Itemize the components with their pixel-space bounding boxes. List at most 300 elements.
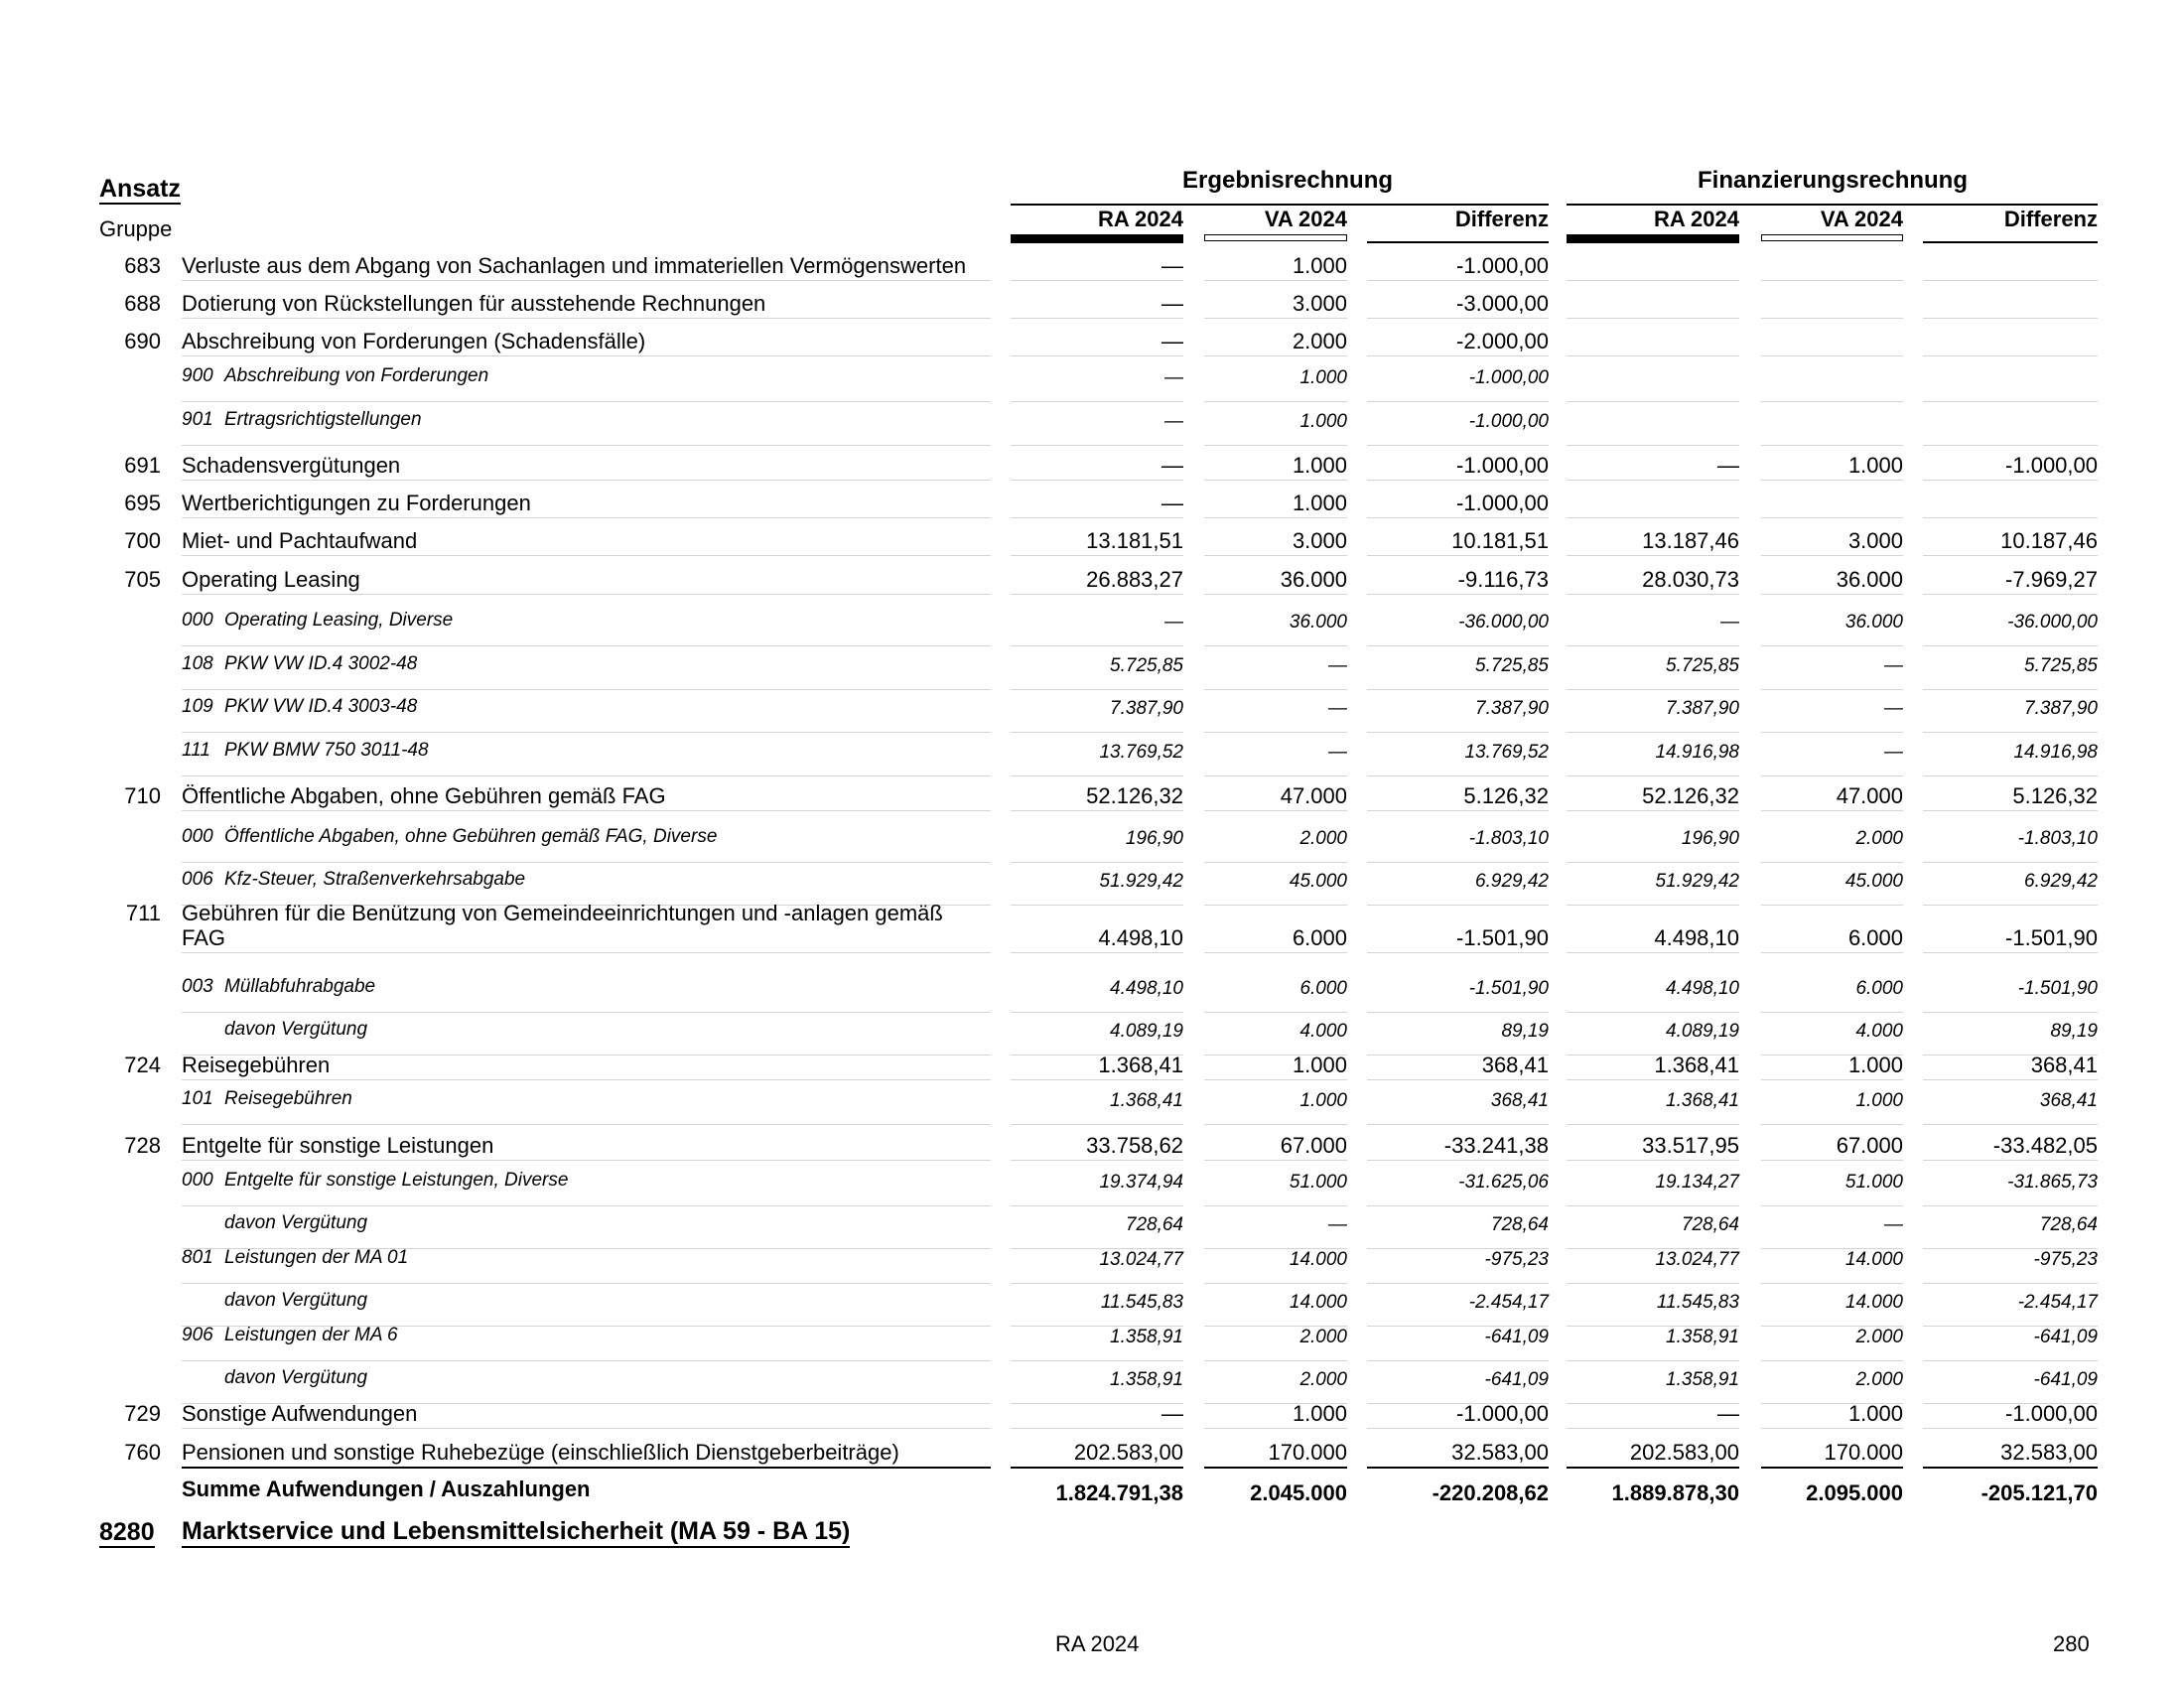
ra-column-marker bbox=[1567, 234, 1739, 243]
value-cell: 26.883,27 bbox=[1086, 567, 1183, 592]
value-cell: — bbox=[1328, 655, 1347, 676]
value-cell: 4.498,10 bbox=[1098, 925, 1183, 950]
cell-rule bbox=[1367, 1360, 1549, 1361]
value-cell: 2.000 bbox=[1855, 828, 1903, 849]
row-label: Kfz-Steuer, Straßenverkehrsabgabe bbox=[224, 869, 526, 890]
sub-code: 901 bbox=[182, 409, 213, 430]
value-cell: 32.583,00 bbox=[2000, 1440, 2098, 1465]
ansatz-heading: Ansatz bbox=[99, 175, 181, 203]
section-title: Marktservice und Lebensmittelsicherheit (MA 59 - BA 15) bbox=[182, 1516, 850, 1548]
value-cell: — bbox=[1161, 491, 1183, 515]
value-cell: 2.000 bbox=[1299, 1369, 1347, 1390]
cell-rule bbox=[1923, 775, 2098, 776]
table-row bbox=[0, 409, 2184, 452]
cell-rule bbox=[1761, 1079, 1903, 1080]
ansatz-code: 724 bbox=[124, 1053, 161, 1077]
cell-rule bbox=[1367, 280, 1549, 281]
value-cell: 202.583,00 bbox=[1073, 1440, 1183, 1465]
value-cell: 7.387,90 bbox=[2024, 698, 2098, 719]
table-row bbox=[0, 783, 2184, 821]
cell-rule bbox=[1011, 517, 1183, 518]
cell-rule bbox=[1204, 555, 1347, 556]
value-cell: — bbox=[1161, 1401, 1183, 1426]
value-cell: -1.000,00 bbox=[2005, 453, 2098, 478]
cell-rule bbox=[1923, 1079, 2098, 1080]
cell-rule bbox=[1567, 517, 1739, 518]
value-cell: 67.000 bbox=[1280, 1133, 1347, 1158]
row-label: Leistungen der MA 01 bbox=[224, 1247, 409, 1268]
summe-value: 1.889.878,30 bbox=[1611, 1480, 1739, 1505]
row-label: Operating Leasing, Diverse bbox=[224, 610, 454, 631]
cell-rule bbox=[1923, 810, 2098, 811]
cell-rule bbox=[1761, 1360, 1903, 1361]
value-cell: 5.126,32 bbox=[1463, 783, 1549, 808]
value-cell: 7.387,90 bbox=[1110, 698, 1183, 719]
cell-rule bbox=[1761, 810, 1903, 811]
value-cell: 11.545,83 bbox=[1100, 1292, 1183, 1313]
value-cell: 10.181,51 bbox=[1451, 528, 1549, 553]
value-cell: -1.000,00 bbox=[1468, 367, 1549, 388]
value-cell: 4.089,19 bbox=[1110, 1021, 1183, 1042]
value-cell: 6.929,42 bbox=[1475, 871, 1549, 892]
row-rule bbox=[182, 1012, 991, 1013]
ergebnis-group-rule bbox=[1011, 204, 1549, 206]
cell-rule bbox=[1204, 952, 1347, 953]
va-column-marker bbox=[1761, 234, 1903, 241]
cell-rule bbox=[1367, 445, 1549, 446]
cell-rule bbox=[1011, 1428, 1183, 1429]
value-cell: 1.000 bbox=[1855, 1090, 1903, 1111]
row-label: PKW VW ID.4 3003-48 bbox=[224, 696, 418, 717]
cell-rule bbox=[1923, 594, 2098, 595]
cell-rule bbox=[1011, 689, 1183, 690]
cell-rule bbox=[1011, 480, 1183, 481]
value-cell: — bbox=[1164, 411, 1183, 432]
ansatz-code: 700 bbox=[124, 528, 161, 553]
value-cell: -2.454,17 bbox=[1468, 1292, 1549, 1313]
cell-rule bbox=[1567, 1160, 1739, 1161]
cell-rule bbox=[1567, 280, 1739, 281]
ansatz-code: 683 bbox=[124, 253, 161, 278]
cell-rule bbox=[1367, 1012, 1549, 1013]
value-cell: -1.000,00 bbox=[1456, 1401, 1549, 1426]
value-cell: 19.134,27 bbox=[1655, 1172, 1739, 1193]
table-row bbox=[0, 826, 2184, 869]
value-cell: 36.000 bbox=[1836, 567, 1903, 592]
value-cell: -641,09 bbox=[1484, 1327, 1549, 1347]
cell-rule bbox=[1923, 1360, 2098, 1361]
row-label: Abschreibung von Forderungen bbox=[224, 365, 489, 386]
row-rule bbox=[182, 1124, 991, 1125]
cell-rule bbox=[1923, 1012, 2098, 1013]
value-cell: 1.368,41 bbox=[1098, 1053, 1183, 1077]
col-differenz-ergebnis: Differenz bbox=[1454, 207, 1549, 231]
value-cell: 51.929,42 bbox=[1099, 871, 1183, 892]
row-label: Dotierung von Rückstellungen für ausstehende Rechnungen bbox=[182, 291, 766, 316]
cell-rule bbox=[1204, 645, 1347, 646]
table-row bbox=[0, 901, 2184, 952]
value-cell: 13.769,52 bbox=[1464, 742, 1549, 763]
cell-rule bbox=[1567, 445, 1739, 446]
footer-document-label: RA 2024 bbox=[1055, 1631, 1140, 1656]
cell-rule bbox=[1204, 445, 1347, 446]
cell-rule bbox=[1923, 645, 2098, 646]
table-row bbox=[0, 567, 2184, 605]
cell-rule bbox=[1923, 1124, 2098, 1125]
value-cell: -1.501,90 bbox=[2017, 978, 2098, 999]
cell-rule bbox=[1923, 732, 2098, 733]
cell-rule bbox=[1761, 1012, 1903, 1013]
row-label: Öffentliche Abgaben, ohne Gebühren gemäß FAG, Diverse bbox=[224, 826, 718, 847]
value-cell: 5.725,85 bbox=[1666, 655, 1739, 676]
cell-rule bbox=[1923, 318, 2098, 319]
value-cell: 51.929,42 bbox=[1655, 871, 1739, 892]
value-cell: 51.000 bbox=[1289, 1172, 1347, 1193]
value-cell: 368,41 bbox=[1490, 1090, 1549, 1111]
value-cell: 5.126,32 bbox=[2012, 783, 2098, 808]
row-rule bbox=[182, 952, 991, 953]
table-row bbox=[0, 610, 2184, 652]
value-cell: 1.000 bbox=[1299, 411, 1347, 432]
cell-rule bbox=[1204, 775, 1347, 776]
gruppe-heading: Gruppe bbox=[99, 216, 173, 241]
cell-rule bbox=[1367, 480, 1549, 481]
cell-rule bbox=[1367, 1160, 1549, 1161]
cell-rule bbox=[1367, 689, 1549, 690]
cell-rule bbox=[1923, 1205, 2098, 1206]
value-cell: 47.000 bbox=[1836, 783, 1903, 808]
table-row bbox=[0, 1088, 2184, 1131]
value-cell: 1.368,41 bbox=[1666, 1090, 1739, 1111]
row-label: Schadensvergütungen bbox=[182, 453, 401, 478]
cell-rule bbox=[1367, 645, 1549, 646]
cell-rule bbox=[1011, 1467, 1183, 1469]
value-cell: -975,23 bbox=[1484, 1249, 1549, 1270]
value-cell: — bbox=[1164, 367, 1183, 388]
differenz-column-rule bbox=[1923, 241, 2098, 243]
row-rule bbox=[182, 1360, 991, 1361]
row-label: Ertragsrichtigstellungen bbox=[224, 409, 422, 430]
value-cell: -33.241,38 bbox=[1443, 1133, 1549, 1158]
ansatz-code: 705 bbox=[124, 567, 161, 592]
cell-rule bbox=[1367, 1079, 1549, 1080]
cell-rule bbox=[1204, 1012, 1347, 1013]
value-cell: 6.000 bbox=[1299, 978, 1347, 999]
row-label: Reisegebühren bbox=[224, 1088, 352, 1109]
value-cell: 1.000 bbox=[1847, 1053, 1903, 1077]
cell-rule bbox=[1204, 732, 1347, 733]
value-cell: 170.000 bbox=[1268, 1440, 1347, 1465]
cell-rule bbox=[1204, 1283, 1347, 1284]
cell-rule bbox=[1761, 280, 1903, 281]
value-cell: -1.501,90 bbox=[1456, 925, 1549, 950]
cell-rule bbox=[1567, 1467, 1739, 1469]
value-cell: 1.368,41 bbox=[1110, 1090, 1183, 1111]
row-rule bbox=[182, 1079, 991, 1080]
table-row bbox=[0, 696, 2184, 739]
table-row bbox=[0, 329, 2184, 366]
value-cell: -31.865,73 bbox=[2007, 1172, 2098, 1193]
page-number: 280 bbox=[2053, 1631, 2090, 1656]
value-cell: 1.000 bbox=[1847, 453, 1903, 478]
value-cell: -1.501,90 bbox=[2005, 925, 2098, 950]
row-label: PKW VW ID.4 3002-48 bbox=[224, 653, 418, 674]
cell-rule bbox=[1367, 732, 1549, 733]
value-cell: 4.498,10 bbox=[1666, 978, 1739, 999]
value-cell: 2.000 bbox=[1299, 828, 1347, 849]
table-row bbox=[0, 253, 2184, 291]
cell-rule bbox=[1923, 555, 2098, 556]
value-cell: 6.000 bbox=[1855, 978, 1903, 999]
table-row bbox=[0, 740, 2184, 782]
cell-rule bbox=[1567, 810, 1739, 811]
value-cell: 4.498,10 bbox=[1110, 978, 1183, 999]
value-cell: -2.000,00 bbox=[1456, 329, 1549, 353]
cell-rule bbox=[1923, 445, 2098, 446]
cell-rule bbox=[1367, 952, 1549, 953]
col-va-2024-finanzierung: VA 2024 bbox=[1820, 207, 1903, 231]
row-rule bbox=[182, 318, 991, 319]
cell-rule bbox=[1567, 555, 1739, 556]
value-cell: 1.000 bbox=[1292, 453, 1347, 478]
row-label: Miet- und Pachtaufwand bbox=[182, 528, 418, 553]
value-cell: 728,64 bbox=[1490, 1214, 1549, 1235]
cell-rule bbox=[1011, 952, 1183, 953]
cell-rule bbox=[1923, 480, 2098, 481]
cell-rule bbox=[1567, 355, 1739, 356]
table-row bbox=[0, 1325, 2184, 1367]
value-cell: 6.000 bbox=[1292, 925, 1347, 950]
cell-rule bbox=[1567, 1428, 1739, 1429]
cell-rule bbox=[1367, 810, 1549, 811]
row-rule bbox=[182, 594, 991, 595]
value-cell: 1.000 bbox=[1292, 1401, 1347, 1426]
row-rule bbox=[182, 355, 991, 356]
sub-code: 906 bbox=[182, 1325, 213, 1345]
cell-rule bbox=[1761, 401, 1903, 402]
cell-rule bbox=[1204, 517, 1347, 518]
row-label: Entgelte für sonstige Leistungen bbox=[182, 1133, 494, 1158]
value-cell: — bbox=[1720, 612, 1739, 633]
row-rule bbox=[182, 555, 991, 556]
value-cell: 13.024,77 bbox=[1099, 1249, 1183, 1270]
value-cell: 368,41 bbox=[1481, 1053, 1549, 1077]
cell-rule bbox=[1761, 645, 1903, 646]
value-cell: -641,09 bbox=[1484, 1369, 1549, 1390]
value-cell: — bbox=[1884, 655, 1903, 676]
value-cell: -975,23 bbox=[2033, 1249, 2098, 1270]
cell-rule bbox=[1011, 862, 1183, 863]
cell-rule bbox=[1204, 1124, 1347, 1125]
value-cell: 7.387,90 bbox=[1666, 698, 1739, 719]
cell-rule bbox=[1367, 594, 1549, 595]
ansatz-code: 710 bbox=[124, 783, 161, 808]
cell-rule bbox=[1204, 355, 1347, 356]
summe-value: -205.121,70 bbox=[1980, 1480, 2098, 1505]
value-cell: -1.000,00 bbox=[2005, 1401, 2098, 1426]
cell-rule bbox=[1204, 480, 1347, 481]
cell-rule bbox=[1367, 355, 1549, 356]
value-cell: — bbox=[1164, 612, 1183, 633]
value-cell: 13.181,51 bbox=[1086, 528, 1183, 553]
row-label: Operating Leasing bbox=[182, 567, 360, 592]
cell-rule bbox=[1204, 1360, 1347, 1361]
cell-rule bbox=[1204, 280, 1347, 281]
cell-rule bbox=[1011, 775, 1183, 776]
table-row bbox=[0, 1170, 2184, 1212]
cell-rule bbox=[1011, 355, 1183, 356]
cell-rule bbox=[1567, 1283, 1739, 1284]
value-cell: 6.929,42 bbox=[2024, 871, 2098, 892]
value-cell: — bbox=[1717, 453, 1739, 478]
table-row bbox=[0, 1133, 2184, 1171]
cell-rule bbox=[1367, 555, 1549, 556]
cell-rule bbox=[1204, 318, 1347, 319]
row-rule bbox=[182, 1428, 991, 1429]
value-cell: 1.358,91 bbox=[1666, 1369, 1739, 1390]
row-rule bbox=[182, 810, 991, 811]
value-cell: 2.000 bbox=[1299, 1327, 1347, 1347]
value-cell: 1.000 bbox=[1292, 253, 1347, 278]
cell-rule bbox=[1923, 1467, 2098, 1469]
value-cell: -1.803,10 bbox=[2017, 828, 2098, 849]
row-rule bbox=[182, 862, 991, 863]
sub-code: 000 bbox=[182, 826, 213, 847]
cell-rule bbox=[1761, 555, 1903, 556]
row-rule bbox=[182, 480, 991, 481]
row-label: Abschreibung von Forderungen (Schadensfälle) bbox=[182, 329, 646, 353]
row-rule bbox=[182, 1160, 991, 1161]
value-cell: 1.000 bbox=[1847, 1401, 1903, 1426]
value-cell: 67.000 bbox=[1836, 1133, 1903, 1158]
sub-code: 109 bbox=[182, 696, 213, 717]
value-cell: 14.000 bbox=[1844, 1292, 1903, 1313]
table-row bbox=[0, 365, 2184, 408]
cell-rule bbox=[1567, 732, 1739, 733]
cell-rule bbox=[1923, 689, 2098, 690]
sub-code: 108 bbox=[182, 653, 213, 674]
table-row bbox=[0, 528, 2184, 566]
cell-rule bbox=[1204, 594, 1347, 595]
cell-rule bbox=[1567, 645, 1739, 646]
row-label: Reisegebühren bbox=[182, 1053, 331, 1077]
value-cell: -9.116,73 bbox=[1457, 567, 1549, 592]
cell-rule bbox=[1367, 401, 1549, 402]
cell-rule bbox=[1761, 775, 1903, 776]
row-label: PKW BMW 750 3011-48 bbox=[224, 740, 429, 761]
value-cell: 2.000 bbox=[1855, 1369, 1903, 1390]
value-cell: 6.000 bbox=[1847, 925, 1903, 950]
cell-rule bbox=[1204, 862, 1347, 863]
value-cell: -1.000,00 bbox=[1456, 453, 1549, 478]
cell-rule bbox=[1761, 1160, 1903, 1161]
col-differenz-finanzierung: Differenz bbox=[2003, 207, 2098, 231]
value-cell: 368,41 bbox=[2039, 1090, 2098, 1111]
value-cell: — bbox=[1161, 253, 1183, 278]
table-row bbox=[0, 653, 2184, 696]
value-cell: 5.725,85 bbox=[2024, 655, 2098, 676]
cell-rule bbox=[1761, 355, 1903, 356]
row-rule bbox=[182, 445, 991, 446]
value-cell: 5.725,85 bbox=[1475, 655, 1549, 676]
cell-rule bbox=[1011, 555, 1183, 556]
row-label: davon Vergütung bbox=[224, 1367, 368, 1388]
finanzierungsrechnung-heading: Finanzierungsrechnung bbox=[1697, 167, 1968, 194]
col-va-2024-ergebnis: VA 2024 bbox=[1264, 207, 1347, 231]
cell-rule bbox=[1761, 594, 1903, 595]
cell-rule bbox=[1011, 810, 1183, 811]
value-cell: 28.030,73 bbox=[1642, 567, 1739, 592]
table-row bbox=[0, 1401, 2184, 1439]
value-cell: -1.000,00 bbox=[1456, 253, 1549, 278]
cell-rule bbox=[1761, 1283, 1903, 1284]
cell-rule bbox=[1011, 1283, 1183, 1284]
cell-rule bbox=[1761, 1428, 1903, 1429]
value-cell: 33.517,95 bbox=[1642, 1133, 1739, 1158]
value-cell: 14.916,98 bbox=[1655, 742, 1739, 763]
cell-rule bbox=[1367, 1467, 1549, 1469]
value-cell: 36.000 bbox=[1844, 612, 1903, 633]
value-cell: 52.126,32 bbox=[1642, 783, 1739, 808]
cell-rule bbox=[1761, 1467, 1903, 1469]
value-cell: -33.482,05 bbox=[1992, 1133, 2098, 1158]
cell-rule bbox=[1761, 480, 1903, 481]
value-cell: -7.969,27 bbox=[2005, 567, 2098, 592]
value-cell: 4.089,19 bbox=[1666, 1021, 1739, 1042]
value-cell: 13.187,46 bbox=[1642, 528, 1739, 553]
value-cell: — bbox=[1161, 453, 1183, 478]
cell-rule bbox=[1204, 1428, 1347, 1429]
cell-rule bbox=[1367, 775, 1549, 776]
value-cell: 11.545,83 bbox=[1656, 1292, 1739, 1313]
cell-rule bbox=[1011, 645, 1183, 646]
ansatz-code: 711 bbox=[125, 901, 161, 925]
cell-rule bbox=[1367, 1283, 1549, 1284]
value-cell: -36.000,00 bbox=[2007, 612, 2098, 633]
ansatz-code: 695 bbox=[124, 491, 161, 515]
cell-rule bbox=[1761, 318, 1903, 319]
value-cell: 3.000 bbox=[1847, 528, 1903, 553]
summe-value: 2.045.000 bbox=[1250, 1480, 1347, 1505]
value-cell: 7.387,90 bbox=[1475, 698, 1549, 719]
value-cell: 14.916,98 bbox=[2013, 742, 2098, 763]
row-label: Verluste aus dem Abgang von Sachanlagen und immateriellen Vermögenswerten bbox=[182, 253, 967, 278]
value-cell: 89,19 bbox=[2050, 1021, 2098, 1042]
cell-rule bbox=[1367, 1124, 1549, 1125]
value-cell: 14.000 bbox=[1844, 1249, 1903, 1270]
row-label: Wertberichtigungen zu Forderungen bbox=[182, 491, 531, 515]
cell-rule bbox=[1923, 1160, 2098, 1161]
ansatz-code: 691 bbox=[124, 453, 161, 478]
value-cell: — bbox=[1161, 291, 1183, 316]
value-cell: 36.000 bbox=[1289, 612, 1347, 633]
value-cell: 2.000 bbox=[1855, 1327, 1903, 1347]
cell-rule bbox=[1923, 862, 2098, 863]
value-cell: 14.000 bbox=[1289, 1249, 1347, 1270]
value-cell: 728,64 bbox=[1125, 1214, 1183, 1235]
cell-rule bbox=[1761, 689, 1903, 690]
va-column-marker bbox=[1204, 234, 1347, 241]
cell-rule bbox=[1204, 401, 1347, 402]
cell-rule bbox=[1923, 355, 2098, 356]
ansatz-code: 729 bbox=[124, 1401, 161, 1426]
ansatz-code: 690 bbox=[124, 329, 161, 353]
cell-rule bbox=[1761, 732, 1903, 733]
table-row bbox=[0, 1440, 2184, 1477]
row-label: Pensionen und sonstige Ruhebezüge (einschließlich Dienstgeberbeiträge) bbox=[182, 1440, 899, 1465]
sub-code: 000 bbox=[182, 1170, 213, 1191]
value-cell: 10.187,46 bbox=[2000, 528, 2098, 553]
